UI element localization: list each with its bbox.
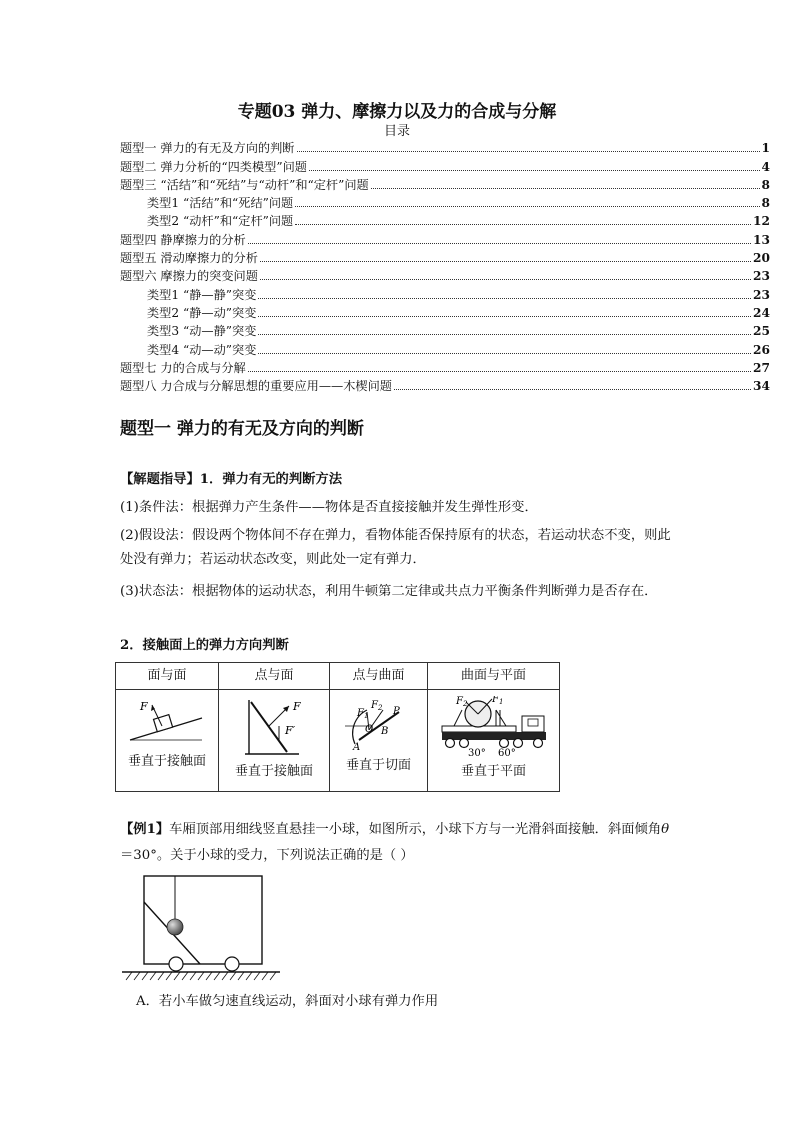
face-face-figure [122, 696, 212, 748]
label-angle-60: 60° [497, 748, 516, 758]
caption-face-face: 垂直于接触面 [127, 754, 206, 769]
toc-leader-dots [297, 151, 760, 152]
toc-entry-page: 8 [761, 177, 770, 192]
toc-leader-dots [248, 371, 751, 372]
toc-leader-dots [258, 316, 751, 317]
toc-entry[interactable] [120, 377, 770, 395]
table-figure-row [116, 690, 560, 792]
toc-entry-title: 类型2 “动杆”和“定杆”问题 [147, 214, 294, 229]
toc-entry[interactable] [120, 194, 770, 212]
label-p: P [392, 706, 400, 717]
paragraph-state-method: (3)状态法：根据物体的运动状态，利用牛顿第二定律或共点力平衡条件判断弹力是否存在． [120, 584, 658, 599]
label-f1: $F_1$ [491, 696, 503, 706]
curve-plane-truck-figure [434, 696, 554, 758]
cart-figure [120, 872, 284, 982]
toc-entry[interactable] [120, 176, 770, 194]
toc-entry-page: 4 [761, 159, 770, 174]
toc-entry-title: 题型三 “活结”和“死结”与“动杆”和“定杆”问题 [120, 177, 369, 192]
toc-entry-title: 类型3 “动—静”突变 [147, 324, 257, 339]
toc-entry-page: 24 [753, 305, 770, 320]
toc-entry[interactable] [120, 249, 770, 267]
toc-leader-dots [309, 170, 760, 171]
guide-heading [120, 468, 680, 492]
toc-leader-dots [248, 243, 751, 244]
toc-leader-dots [260, 261, 751, 262]
table-header-row [116, 663, 560, 690]
toc-leader-dots [258, 353, 751, 354]
table-cell-point-curve [330, 690, 428, 792]
example-1 [120, 817, 680, 869]
toc-entry-page: 1 [761, 141, 770, 156]
toc-leader-dots [295, 224, 751, 225]
toc-entry-title: 题型二 弹力分析的“四类模型”问题 [120, 159, 307, 174]
toc-entry-title: 题型一 弹力的有无及方向的判断 [120, 141, 295, 156]
toc-entry[interactable] [120, 359, 770, 377]
label-f2: $F_2$ [370, 700, 382, 712]
table-header-cell: 曲面与平面 [428, 663, 560, 690]
guide-label: 【解题指导】 [120, 472, 200, 487]
table-of-contents [120, 139, 770, 395]
table-header-cell: 点与面 [219, 663, 330, 690]
toc-entry-title: 类型1 “活结”和“死结”问题 [147, 196, 294, 211]
toc-entry-title: 类型1 “静—静”突变 [147, 287, 257, 302]
caption-curve-plane: 垂直于平面 [460, 764, 526, 779]
toc-entry-page: 20 [753, 251, 770, 266]
table-header-cell: 点与曲面 [330, 663, 428, 690]
label-o: O [364, 724, 373, 735]
toc-entry[interactable] [120, 139, 770, 157]
toc-entry[interactable] [120, 230, 770, 248]
toc-entry-page: 8 [761, 196, 770, 211]
toc-leader-dots [394, 389, 751, 390]
toc-entry-title: 题型八 力合成与分解思想的重要应用——木楔问题 [120, 379, 392, 394]
toc-leader-dots [295, 206, 759, 207]
toc-entry[interactable] [120, 322, 770, 340]
toc-entry-page: 27 [753, 360, 770, 375]
table-cell-point-face [219, 690, 330, 792]
caption-point-curve: 垂直于切面 [345, 758, 411, 773]
label-f1: $F_1$ [356, 708, 368, 720]
toc-entry-page: 26 [753, 342, 770, 357]
caption-point-face: 垂直于接触面 [234, 764, 313, 779]
toc-leader-dots [260, 279, 751, 280]
theta-symbol: θ [661, 822, 670, 837]
document-title: 专题03 弹力、摩擦力以及力的合成与分解 [237, 102, 557, 122]
toc-entry[interactable] [120, 304, 770, 322]
example-text: 车厢顶部用细线竖直悬挂一小球，如图所示，小球下方与一光滑斜面接触．斜面倾角 [169, 822, 662, 837]
toc-entry-page: 34 [753, 379, 770, 394]
example-label: 【例1】 [120, 822, 170, 837]
toc-entry-page: 23 [753, 269, 770, 284]
point-face-figure [229, 696, 319, 758]
section-title: 题型一 弹力的有无及方向的判断 [120, 419, 364, 439]
label-b: B [380, 726, 388, 737]
option-a: A．若小车做匀速直线运动，斜面对小球有弹力作用 [136, 994, 439, 1009]
guide-head: 1．弹力有无的判断方法 [199, 472, 343, 487]
toc-entry[interactable] [120, 267, 770, 285]
toc-heading: 目录 [383, 124, 410, 139]
toc-leader-dots [371, 188, 760, 189]
direction-table [115, 662, 560, 792]
toc-entry-page: 23 [753, 287, 770, 302]
toc-entry-title: 类型2 “静—动”突变 [147, 305, 257, 320]
label-f: F [293, 700, 301, 713]
toc-entry-page: 12 [753, 214, 770, 229]
toc-entry-title: 题型四 静摩擦力的分析 [120, 232, 246, 247]
toc-entry[interactable] [120, 285, 770, 303]
toc-entry-page: 13 [753, 232, 770, 247]
toc-entry-page: 25 [753, 324, 770, 339]
label-angle-30: 30° [467, 748, 486, 758]
label-f2: $F_2$ [455, 696, 467, 708]
toc-leader-dots [258, 334, 751, 335]
toc-entry-title: 题型六 摩擦力的突变问题 [120, 269, 258, 284]
toc-leader-dots [258, 298, 751, 299]
label-a: A [352, 742, 360, 752]
toc-entry[interactable] [120, 340, 770, 358]
subheading-direction: 2．接触面上的弹力方向判断 [120, 638, 289, 653]
toc-entry-title: 题型七 力的合成与分解 [120, 360, 246, 375]
example-equation: ＝30°。关于小球的受力，下列说法正确的是（ ） [120, 848, 414, 863]
table-cell-curve-plane [428, 690, 560, 792]
toc-entry-title: 类型4 “动—动”突变 [147, 342, 257, 357]
table-header-cell: 面与面 [116, 663, 219, 690]
paragraph-condition-method: (1)条件法：根据弹力产生条件——物体是否直接接触并发生弹性形变． [120, 500, 538, 515]
label-f: F [140, 700, 148, 713]
toc-entry[interactable] [120, 212, 770, 230]
point-curve-figure [337, 696, 421, 752]
label-f-prime: F′ [285, 724, 296, 737]
toc-entry[interactable] [120, 157, 770, 175]
table-cell-face-face [116, 690, 219, 792]
toc-entry-title: 题型五 滑动摩擦力的分析 [120, 251, 258, 266]
paragraph-assumption-method: (2)假设法：假设两个物体间不存在弹力，看物体能否保持原有的状态，若运动状态不变，则此处没有弹力；若运动状态改变，则此处一定有弹力． [120, 528, 671, 567]
